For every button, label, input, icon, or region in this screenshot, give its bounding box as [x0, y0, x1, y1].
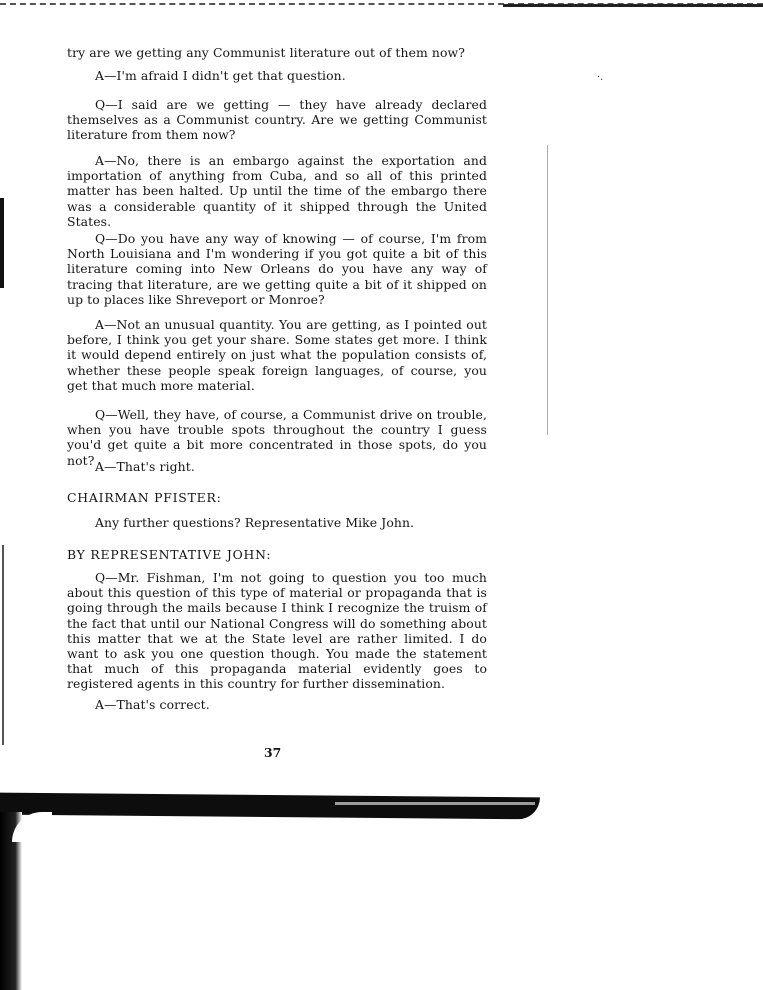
- scan-margin-line: [547, 145, 548, 435]
- paragraph-text: A—I'm afraid I didn't get that question.: [95, 68, 346, 83]
- paragraph: [67, 570, 487, 692]
- paragraph-text: A—That's right.: [95, 459, 195, 474]
- paragraph-text: A—Not an unusual quantity. You are getting, as I pointed out before, I think you get your share. Some states get more. I think it would depend entirely on just what the population consists of, whether these people speak foreign languages, of course, you get that much more material.: [67, 317, 487, 393]
- page-number: 37: [264, 745, 282, 760]
- speaker-heading: CHAIRMAN PFISTER:: [67, 490, 222, 505]
- paragraph: [67, 317, 487, 393]
- speaker-heading: BY REPRESENTATIVE JOHN:: [67, 547, 272, 562]
- scan-bottom-bar: [0, 793, 540, 820]
- paragraph-text: Q—Well, they have, of course, a Communist drive on trouble, when you have trouble spots throughout the country I guess you'd get quite a bit more concentrated in those spots, do you not?: [67, 407, 487, 468]
- scan-bottom-highlight: [335, 802, 535, 805]
- paragraph-text: try are we getting any Communist literature out of them now?: [67, 45, 465, 60]
- paragraph-text: A—No, there is an embargo against the exportation and importation of anything from Cuba, and so all of this printed matter has been halted. Up until the time of the embargo there was a considerable quantity of it shipped through the United States.: [67, 153, 487, 229]
- paragraph: [67, 68, 487, 83]
- scan-top-edge: [503, 4, 763, 7]
- paragraph: [67, 153, 487, 229]
- paragraph: [67, 515, 487, 530]
- scan-left-mark: [2, 545, 4, 745]
- paragraph: [67, 459, 487, 474]
- paragraph: [67, 97, 487, 143]
- paragraph: [67, 45, 487, 60]
- paragraph-text: Q—I said are we getting — they have already declared themselves as a Communist country. Are we getting Communist literature from them now?: [67, 97, 487, 143]
- paragraph-text: Any further questions? Representative Mike John.: [95, 515, 415, 530]
- paragraph: [67, 231, 487, 307]
- paragraph: [67, 697, 487, 712]
- paragraph-text: A—That's correct.: [95, 697, 210, 712]
- paragraph-text: Q—Do you have any way of knowing — of course, I'm from North Louisiana and I'm wondering if you got quite a bit of this literature coming into New Orleans do you have any way of tracing that literature, are we getting quite a bit of it shipped on up to places like Shreveport or Monroe?: [67, 231, 487, 307]
- paragraph-text: Q—Mr. Fishman, I'm not going to question you too much about this question of this type of material or propaganda that is going through the mails because I think I recognize the truism of the fact that until our National Congress will do something about this matter that we at the State level are rather limited. I do want to ask you one question though. You made the statement that much of this propaganda material evidently goes to registered agents in this country for further dissemination.: [67, 570, 487, 692]
- scan-speck: ·.: [597, 72, 604, 83]
- scan-left-mark: [0, 198, 4, 288]
